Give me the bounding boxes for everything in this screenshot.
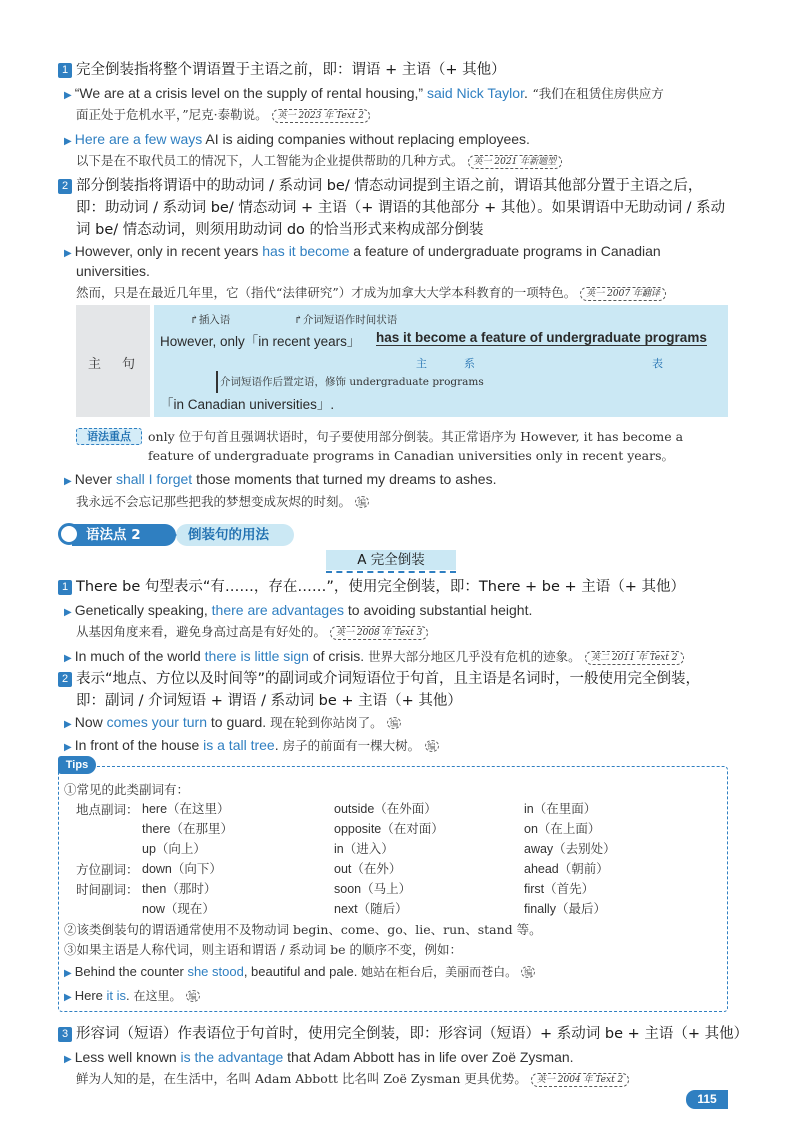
diagram-label-cell <box>76 305 150 417</box>
example-translation: 面正处于危机水平，”尼克·泰勒说。 英一 2023 年 Text 2 <box>76 106 760 124</box>
source-badge: 英一 2004 年 Text 2 <box>531 1073 629 1087</box>
source-badge: 英一 2007 年翻译 <box>580 287 666 301</box>
tips-cell: down（向下） <box>142 862 222 876</box>
annotation-adverbial: ↱介词短语作时间状语 <box>294 314 398 326</box>
tips-tag: Tips <box>58 756 96 774</box>
edited-stamp: 编 <box>355 496 369 508</box>
example-translation: 然而，只是在最近几年里，它（指代“法律研究”）才成为加拿大大学本科教育的一项特色。 英一 2007 年翻译 <box>76 284 760 302</box>
example-sentence <box>64 84 760 105</box>
bullet-triangle-icon: ▶ <box>64 136 72 147</box>
tips-cell: in（在里面） <box>524 802 597 816</box>
example-en: “We are at a crisis level on the supply of rental housing,” said Nick Taylor. <box>74 85 528 101</box>
tips-cell: then（那时） <box>142 882 217 896</box>
rule-2-line-3: 词 be/ 情态动词，则须用助动词 do 的恰当形式来构成部分倒装 <box>76 222 484 238</box>
rule-number-badge: 1 <box>58 63 72 78</box>
rule-2-line-2: 即：助动词 / 系动词 be/ 情态动词 + 主语（+ 谓语的其他部分 + 其他）。如果谓语中无助动词 / 系动 <box>76 200 726 216</box>
source-badge: 英一 2023 年 Text 2 <box>272 109 370 123</box>
bracket-line <box>216 371 218 393</box>
diagram-label-ju: 句 <box>122 357 136 372</box>
example-translation: 鲜为人知的是，在生活中，名叫 Adam Abbott 比名叫 Zoë Zysman 更具优势。 英一 2004 年 Text 2 <box>76 1070 760 1088</box>
tips-group-label: 方位副词： <box>76 862 139 877</box>
tips-cell: on（在上面） <box>524 822 601 836</box>
rule-2-heading: 2 部分倒装指将谓语中的助动词 / 系动词 be/ 情态动词提到主语之前，谓语其他部分置于主语之后， <box>58 176 760 196</box>
example-sentence: ▶ Genetically speaking, there are advantages to avoiding substantial height. <box>64 602 533 618</box>
example-sentence: ▶ In much of the world there is little sign of crisis. 世界大部分地区几乎没有危机的迹象。 英二 2011 年 Text 2 <box>64 647 760 668</box>
a2-line-2: 即：副词 / 介词短语 + 谓语 / 系动词 be + 主语（+ 其他） <box>76 693 462 709</box>
diagram-sentence-part2: has it become a feature of undergraduate programs <box>376 330 707 345</box>
rule-1-text: 完全倒装指将整个谓语置于主语之前，即：谓语 + 主语（+ 其他） <box>76 62 506 78</box>
bullet-triangle-icon: ▶ <box>64 992 72 1003</box>
example-zh-inline: “我们在租赁住房供应方 <box>532 86 664 101</box>
subsection-title: A 完全倒装 <box>326 550 456 570</box>
edited-stamp: 编 <box>387 717 401 729</box>
diagram-sentence-tail: 「in Canadian universities」. <box>160 397 335 412</box>
label-biao: 表 <box>652 357 663 370</box>
edited-stamp: 编 <box>425 740 439 752</box>
rule-number-badge: 3 <box>58 1027 72 1042</box>
tips-cell: up（向上） <box>142 842 206 856</box>
bullet-triangle-icon: ▶ <box>64 719 72 730</box>
bullet-triangle-icon: ▶ <box>64 968 72 979</box>
tips-note-2: ②该类倒装句的谓语通常使用不及物动词 begin、come、go、lie、run、stand 等。 <box>64 922 542 937</box>
edited-stamp: 编 <box>521 966 535 978</box>
bullet-triangle-icon: ▶ <box>64 742 72 753</box>
tips-cell: there（在那里） <box>142 822 233 836</box>
example-translation: 从基因角度来看，避免身高过高是有好处的。 英一 2008 年 Text 3 <box>76 623 760 641</box>
grammar-point-line1: only 位于句首且强调状语时，句子要使用部分倒装。其正常语序为 However, it has become a <box>148 429 684 444</box>
source-badge: 英一 2008 年 Text 3 <box>330 626 428 640</box>
example-sentence-cont: universities. <box>76 263 150 279</box>
search-circle-icon <box>58 523 80 545</box>
tips-group-label: 时间副词： <box>76 882 139 897</box>
section-label: 语法点 2 <box>72 524 176 546</box>
tips-cell: next（随后） <box>334 902 408 916</box>
tips-intro: ①常见的此类副词有： <box>64 782 190 797</box>
a1-heading: 1 There be 句型表示“有……，存在……”，使用完全倒装，即：There + be + 主语（+ 其他） <box>58 577 760 597</box>
tips-cell: opposite（在对面） <box>334 822 444 836</box>
grammar-point-line2: feature of undergraduate programs in Canadian universities only in recent years。 <box>148 448 675 463</box>
tips-example: ▶ Here it is. 在这里。 编 <box>64 986 760 1007</box>
source-badge: 英一 2021 年新题型 <box>468 155 563 169</box>
bullet-triangle-icon: ▶ <box>64 248 72 259</box>
tips-cell: in（进入） <box>334 842 394 856</box>
example-sentence: ▶ In front of the house is a tall tree. 房子的前面有一棵大树。 编 <box>64 736 760 757</box>
grammar-point-tag: 语法重点 <box>76 428 142 445</box>
annotation-postmodifier: 介词短语作后置定语，修饰 undergraduate programs <box>220 376 484 388</box>
bullet-triangle-icon: ▶ <box>64 653 72 664</box>
example-sentence: ▶ Never shall I forget those moments that turned my dreams to ashes. <box>64 471 497 487</box>
diagram-label-zhu: 主 <box>88 357 102 372</box>
example-sentence: ▶ Less well known is the advantage that Adam Abbott has in life over Zoë Zysman. <box>64 1049 574 1065</box>
bullet-triangle-icon: ▶ <box>64 90 72 101</box>
tips-cell: finally（最后） <box>524 902 606 916</box>
rule-number-badge: 2 <box>58 179 72 194</box>
page-number: 115 <box>686 1090 728 1109</box>
tips-cell: ahead（朝前） <box>524 862 609 876</box>
label-xi: 系 <box>464 357 475 370</box>
a2-heading: 2 表示“地点、方位以及时间等”的副词或介词短语位于句首，且主语是名词时，一般使用完全倒装， <box>58 669 760 689</box>
bullet-triangle-icon: ▶ <box>64 476 72 487</box>
tips-cell: outside（在外面） <box>334 802 437 816</box>
section-title: 倒装句的用法 <box>176 524 294 546</box>
example-sentence: ▶ However, only in recent years has it become a feature of undergraduate programs in Canadian <box>64 243 661 259</box>
tips-cell: now（现在） <box>142 902 215 916</box>
tips-note-3: ③如果主语是人称代词，则主语和谓语 / 系动词 be 的顺序不变，例如： <box>64 942 463 957</box>
tips-cell: out（在外） <box>334 862 402 876</box>
tips-group-label: 地点副词： <box>76 802 139 817</box>
diagram-content-cell <box>154 305 728 417</box>
label-zhu: 主 <box>416 357 427 370</box>
tips-cell: first（首先） <box>524 882 595 896</box>
rule-number-badge: 2 <box>58 672 72 687</box>
tips-cell: soon（马上） <box>334 882 412 896</box>
edited-stamp: 编 <box>186 990 200 1002</box>
bullet-triangle-icon: ▶ <box>64 607 72 618</box>
tips-cell: here（在这里） <box>142 802 230 816</box>
example-sentence: ▶ Here are a few ways AI is aiding companies without replacing employees. <box>64 131 530 147</box>
a3-heading: 3 形容词（短语）作表语位于句首时，使用完全倒装，即：形容词（短语）+ 系动词 be + 主语（+ 其他） <box>58 1024 760 1044</box>
tips-cell: away（去别处） <box>524 842 616 856</box>
example-translation: 以下是在不取代员工的情况下，人工智能为企业提供帮助的几种方式。 英一 2021 年新题型 <box>76 152 760 170</box>
example-translation: 我永远不会忘记那些把我的梦想变成灰烬的时刻。 编 <box>76 493 760 511</box>
diagram-sentence-part1: However, only「in recent years」 <box>160 334 361 349</box>
bullet-triangle-icon: ▶ <box>64 1054 72 1065</box>
source-badge: 英二 2011 年 Text 2 <box>585 651 683 665</box>
rule-1-heading <box>58 60 760 80</box>
annotation-insert: ↱插入语 <box>190 314 231 326</box>
section-arrow <box>170 529 177 541</box>
tips-example: ▶ Behind the counter she stood, beautiful and pale. 她站在柜台后，美丽而苍白。 编 <box>64 962 760 983</box>
rule-number-badge: 1 <box>58 580 72 595</box>
example-sentence: ▶ Now comes your turn to guard. 现在轮到你站岗了。 编 <box>64 713 760 734</box>
sentence-analysis-diagram <box>76 305 728 417</box>
